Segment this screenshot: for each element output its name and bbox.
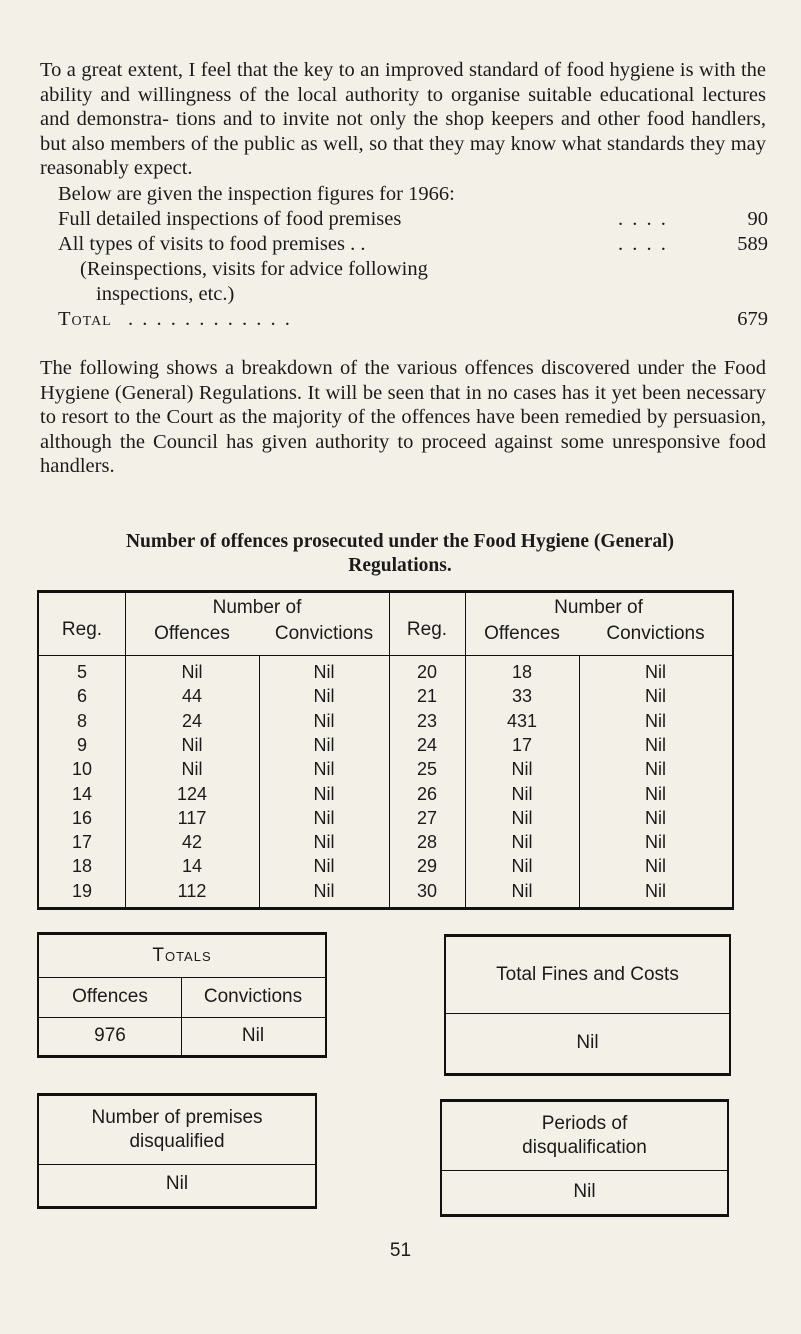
- table-cell: Nil: [313, 783, 335, 804]
- table-cell: 28: [416, 832, 438, 853]
- table-row: [39, 758, 732, 781]
- table-cell: Nil: [313, 662, 335, 682]
- table-cell: 8: [76, 710, 87, 731]
- table-cell: Nil: [181, 734, 203, 755]
- reg-header: Reg.: [61, 619, 103, 640]
- table-heading: Number of offences prosecuted under the Food Hygiene (General) Regulations.: [125, 531, 675, 576]
- table-cell: Nil: [511, 783, 533, 804]
- table-cell: Nil: [645, 734, 666, 755]
- table-cell: 24: [181, 710, 203, 731]
- convictions-header: Convictions: [274, 623, 374, 644]
- totals-convictions-label: Convictions: [203, 986, 303, 1007]
- table-cell: Nil: [645, 832, 666, 853]
- periods-box: [440, 1099, 729, 1217]
- table-row: [39, 831, 732, 854]
- number-of-header: Number of: [554, 597, 643, 618]
- table-cell: 17: [71, 832, 93, 853]
- periods-title: Periods of disqualification: [522, 1113, 647, 1158]
- table-cell: Nil: [511, 759, 533, 780]
- table-cell: 124: [176, 783, 208, 804]
- table-row: [39, 855, 732, 878]
- periods-value: Nil: [573, 1181, 596, 1202]
- table-cell: 21: [416, 686, 438, 707]
- table-cell: Nil: [645, 686, 666, 707]
- table-cell: Nil: [181, 759, 203, 780]
- table-cell: Nil: [511, 880, 533, 901]
- table-cell: 117: [177, 807, 207, 828]
- table-row: [39, 685, 732, 708]
- table-cell: Nil: [313, 710, 335, 731]
- reg-header: Reg.: [406, 619, 448, 640]
- table-cell: 112: [177, 880, 207, 901]
- table-row: [39, 710, 732, 733]
- table-cell: 18: [511, 662, 533, 682]
- table-cell: 30: [416, 880, 438, 901]
- table-cell: 10: [71, 759, 93, 780]
- table-cell: 5: [76, 662, 87, 682]
- table-cell: 29: [416, 856, 438, 877]
- table-cell: Nil: [511, 856, 533, 877]
- offences-table: [37, 590, 734, 910]
- table-cell: Nil: [511, 807, 533, 828]
- number-of-header: Number of: [212, 597, 302, 618]
- table-row: [39, 807, 732, 830]
- table-cell: Nil: [645, 807, 666, 828]
- fines-title: Total Fines and Costs: [496, 964, 679, 985]
- premises-title: Number of premises disqualified: [91, 1107, 263, 1152]
- totals-title: Totals: [152, 945, 212, 966]
- offences-header: Offences: [484, 623, 560, 644]
- table-cell: 6: [76, 686, 87, 707]
- table-cell: 42: [181, 832, 203, 853]
- table-cell: 27: [416, 807, 438, 828]
- table-cell: 14: [71, 783, 93, 804]
- table-cell: 26: [416, 783, 438, 804]
- table-cell: 16: [71, 807, 93, 828]
- table-row: [39, 734, 732, 757]
- table-cell: Nil: [313, 734, 335, 755]
- convictions-header: Convictions: [606, 623, 705, 644]
- table-cell: 431: [506, 710, 538, 731]
- fines-value: Nil: [576, 1032, 599, 1053]
- table-cell: Nil: [645, 662, 666, 682]
- totals-offences-label: Offences: [72, 986, 148, 1007]
- totals-box: [37, 932, 327, 1058]
- table-cell: Nil: [313, 686, 335, 707]
- page-number: 51: [389, 1240, 412, 1261]
- table-cell: Nil: [511, 832, 533, 853]
- table-cell: Nil: [645, 710, 666, 731]
- table-cell: 18: [71, 856, 93, 877]
- table-cell: Nil: [313, 832, 335, 853]
- table-row: [39, 783, 732, 806]
- premises-box: [37, 1093, 317, 1209]
- table-cell: 33: [511, 686, 533, 707]
- header-divider: [39, 655, 732, 656]
- table-cell: 23: [416, 710, 438, 731]
- table-cell: Nil: [313, 759, 335, 780]
- table-cell: Nil: [181, 662, 203, 682]
- offences-header: Offences: [154, 623, 230, 644]
- table-cell: 20: [416, 662, 438, 682]
- totals-convictions-value: Nil: [241, 1025, 265, 1046]
- totals-offences-value: 976: [94, 1025, 126, 1046]
- table-cell: Nil: [645, 856, 666, 877]
- table-cell: 17: [511, 734, 533, 755]
- premises-value: Nil: [165, 1173, 189, 1194]
- breakdown-paragraph: The following shows a breakdown of the various offences discovered under the Food Hygiene (General) Regulations. It will be seen that in no cases has it yet been necessary to resort to the Court as the majority of the offences have been remedied by persuasion, although the Council has given authority to proceed against some unresponsive food handlers.: [40, 357, 766, 477]
- table-cell: Nil: [313, 856, 335, 877]
- intro-paragraph: To a great extent, I feel that the key to an improved standard of food hygiene is with the ability and willingness of the local authority to organise suitable educational lectures and demonstra- tions and to invite not only the shop keepers and other food handlers, but also members of the public as well, so that they may know what standards they may reasonably expect.: [40, 59, 766, 179]
- table-cell: 9: [76, 734, 87, 755]
- table-cell: Nil: [313, 880, 335, 901]
- table-row: [39, 661, 732, 684]
- table-cell: Nil: [313, 807, 335, 828]
- table-cell: Nil: [645, 759, 666, 780]
- table-cell: 25: [416, 759, 438, 780]
- table-cell: Nil: [645, 783, 666, 804]
- table-cell: 24: [416, 734, 438, 755]
- table-cell: 44: [181, 686, 203, 707]
- table-cell: 14: [181, 856, 203, 877]
- table-row: [39, 880, 732, 903]
- table-cell: 19: [71, 880, 93, 901]
- table-cell: Nil: [645, 880, 666, 901]
- fines-box: [444, 934, 731, 1076]
